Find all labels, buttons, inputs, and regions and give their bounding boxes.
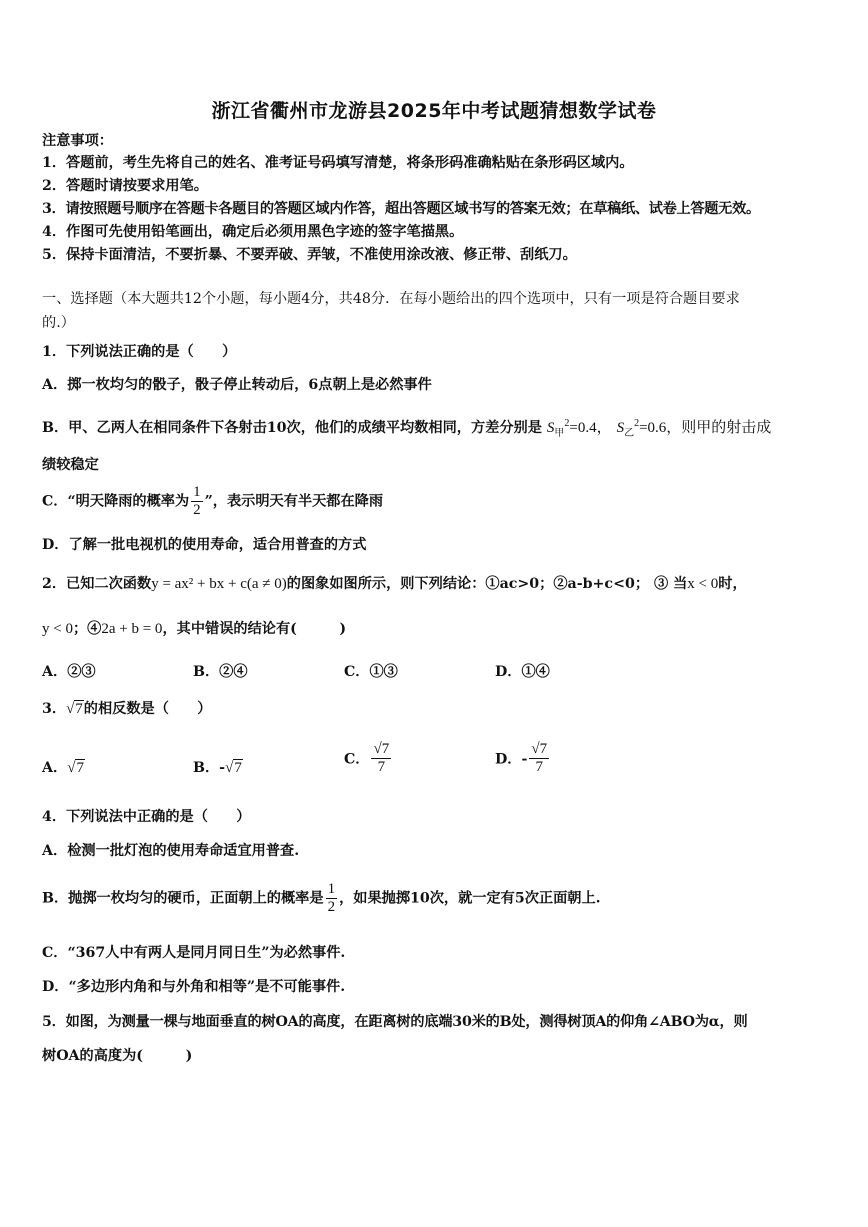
q1-option-b: [42, 414, 838, 444]
radicand: 7: [76, 760, 84, 776]
q4-b-pre: B．抛掷一枚均匀的硬币，正面朝上的概率是: [42, 890, 324, 907]
notice-item-5: 5．保持卡面清洁，不要折暴、不要弄破、弄皱，不准使用涂改液、修正带、刮纸刀。: [42, 247, 577, 263]
q2-option-c: C．①③: [344, 664, 398, 680]
option-label: C．: [344, 751, 370, 768]
q4-option-d: D．“多边形内角和与外角和相等”是不可能事件.: [42, 979, 346, 995]
notice-heading: 注意事项：: [42, 133, 113, 149]
fraction-sqrt7-over-7: [371, 741, 391, 776]
q4-b-post: ，如果抛掷10次，就一定有5次正面朝上.: [339, 890, 601, 907]
variance-jia-symbol: $S_甲^2$: [546, 418, 570, 439]
q2-option-a: A．②③: [42, 664, 96, 680]
q1-option-c: [42, 484, 838, 524]
radicand: 7: [234, 760, 242, 776]
q2-conclusion-4-label: ；④: [72, 621, 102, 637]
q1-stem: 1．下列说法正确的是（ ）: [42, 344, 237, 360]
fraction-numerator: 1: [193, 484, 201, 500]
q3-option-d: [495, 741, 551, 776]
radicand: 7: [75, 701, 83, 717]
q3-option-a: [42, 757, 85, 777]
q2-stem: [42, 574, 838, 594]
q3-option-c: [344, 741, 393, 776]
fraction-one-half: [326, 881, 338, 916]
q1-b-s1: =0.4，: [569, 420, 612, 436]
fraction-denominator: 2: [327, 899, 336, 915]
q2-conclusion-4: 2a + b = 0: [101, 621, 163, 637]
variance-yi-symbol: $S_乙^2$: [616, 418, 640, 439]
section-heading: 一、选择题（本大题共12个小题，每小题4分，共48分．在每小题给出的四个选项中，只有一项是符合题目要求: [42, 291, 740, 307]
notice-item-2: 2．答题时请按要求用笔。: [42, 178, 208, 194]
q1-b-s2: =0.6，则甲的射击成: [639, 420, 772, 436]
q2-option-d: D．①④: [495, 664, 550, 680]
fraction-denominator: 2: [193, 502, 201, 518]
q2-post2: 时，: [718, 576, 747, 592]
radicand: 7: [539, 741, 548, 757]
option-label: A．: [42, 760, 68, 776]
q4-option-a: A．检测一批灯泡的使用寿命适宜用普查.: [42, 843, 300, 859]
fraction-numerator: √7: [373, 741, 390, 757]
q4-stem: 4．下列说法中正确的是（ ）: [42, 809, 251, 825]
q1-option-a: A．掷一枚均匀的骰子，骰子停止转动后，6点朝上是必然事件: [42, 377, 432, 393]
q2-option-b: B．②④: [193, 664, 248, 680]
sqrt-seven: √7: [66, 701, 83, 717]
q3-text: 的相反数是（ ）: [83, 701, 212, 717]
page-title: 浙江省衢州市龙游县2025年中考试题猜想数学试卷: [211, 100, 657, 122]
option-label: D．-: [495, 751, 528, 768]
fraction-numerator: √7: [531, 741, 548, 757]
fraction-sqrt7-over-7: [529, 741, 549, 776]
q1-option-d: D．了解一批电视机的使用寿命，适合用普查的方式: [42, 537, 367, 553]
q2-condition: x < 0: [687, 576, 719, 592]
sqrt-seven: √7: [67, 760, 84, 776]
radicand: 7: [381, 741, 390, 757]
notice-item-1: 1．答题前，考生先将自己的姓名、准考证号码填写清楚，将条形码准确粘贴在条形码区域内。: [42, 155, 634, 171]
q1-c-post: ”，表示明天有半天都在降雨: [204, 493, 384, 510]
fraction-denominator: 7: [377, 759, 386, 775]
fraction-numerator: 1: [327, 881, 336, 897]
q2-function: y = ax² + bx + c(a ≠ 0): [151, 576, 287, 592]
section-heading-cont: 的.）: [42, 315, 75, 331]
q4-option-c: C．“367人中有两人是同月同日生”为必然事件.: [42, 945, 346, 961]
q3-option-b: [193, 757, 243, 777]
fraction-one-half: [191, 484, 203, 519]
notice-item-3: 3．请按照题号顺序在答题卡各题目的答题区域内作答，超出答题区域书写的答案无效；在草稿纸、试卷上答题无效。: [42, 201, 760, 217]
q2-y-condition: y < 0: [42, 621, 73, 637]
option-label: B．-: [193, 760, 226, 776]
q3-stem: [42, 699, 838, 719]
q5-stem: 5．如图，为测量一棵与地面垂直的树OA的高度，在距离树的底端30米的B处，测得树顶A的仰角∠ABO为α，则: [42, 1014, 748, 1030]
q1-b-text: B．甲、乙两人在相同条件下各射击10次，他们的成绩平均数相同，方差分别是: [42, 420, 542, 436]
q1-c-pre: C．“明天降雨的概率为: [42, 493, 190, 510]
notice-item-4: 4．作图可先使用铅笔画出，确定后必须用黑色字迹的签字笔描黑。: [42, 224, 464, 240]
q1-option-b-cont: 绩较稳定: [42, 457, 99, 473]
q2-question: ，其中错误的结论有( ): [162, 621, 347, 637]
q2-post: 的图象如图所示，则下列结论：①ac>0；②a-b+c<0； ③ 当: [286, 576, 688, 592]
q3-number: 3．: [42, 701, 67, 717]
fraction-denominator: 7: [535, 759, 543, 775]
q2-stem-cont: [42, 619, 838, 639]
sqrt-seven: √7: [225, 760, 242, 776]
q2-pre: 2．已知二次函数: [42, 576, 152, 592]
q5-stem-cont: 树OA的高度为( ): [42, 1048, 193, 1064]
q4-option-b: [42, 881, 838, 921]
